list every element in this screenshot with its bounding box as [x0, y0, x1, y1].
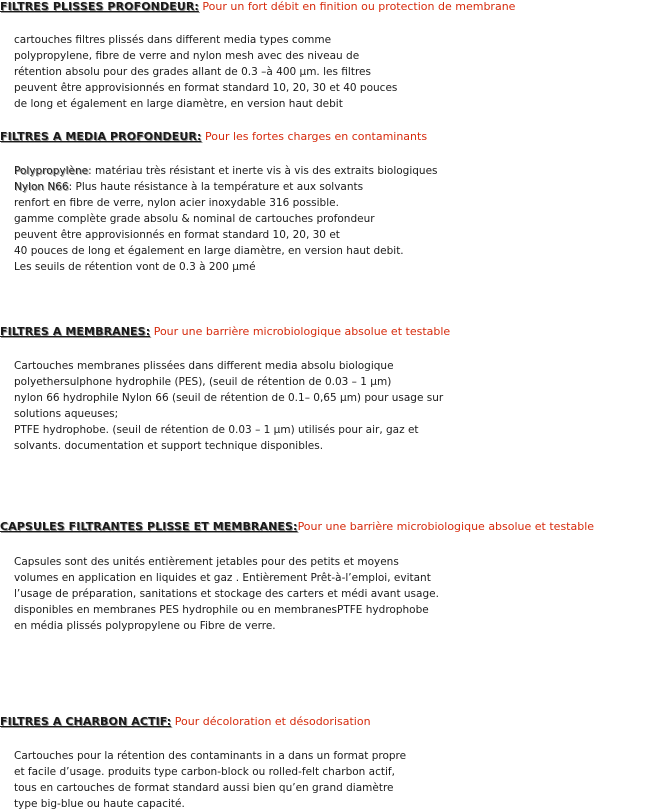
text-line: cartouches filtres plissés dans different media types comme	[14, 34, 332, 46]
heading-title: FILTRES A MEMBRANES:	[0, 325, 151, 338]
heading-filtres-media	[0, 130, 427, 144]
heading-capsules	[0, 520, 594, 534]
text-line: nylon 66 hydrophile Nylon 66 (seuil de rétention de 0.1– 0,65 µm) pour usage sur	[14, 392, 444, 404]
term-description: : matériau très résistant et inerte vis à vis des extraits biologiques	[88, 165, 438, 177]
term-description: : Plus haute résistance à la température et aux solvants	[68, 181, 364, 193]
text-line: volumes en application en liquides et gaz . Entièrement Prêt-à-l’emploi, evitant	[14, 572, 431, 584]
text-line: renfort en fibre de verre, nylon acier inoxydable 316 possible.	[14, 197, 339, 209]
heading-title: FILTRES A CHARBON ACTIF:	[0, 715, 172, 728]
section-body	[14, 32, 397, 112]
text-line: Cartouches membranes plissées dans different media absolu biologique	[14, 360, 394, 372]
text-line: Cartouches pour la rétention des contaminants in a dans un format propre	[14, 750, 407, 762]
heading-filtres-membranes	[0, 325, 450, 339]
section-body	[14, 748, 406, 812]
section-body	[14, 163, 438, 275]
heading-tagline: Pour les fortes charges en contaminants	[201, 130, 428, 143]
text-line: l’usage de préparation, sanitations et stockage des carters et médi avant usage.	[14, 588, 439, 600]
text-line: rétention absolu pour des grades allant de 0.3 –à 400 µm. les filtres	[14, 66, 371, 78]
text-line: tous en cartouches de format standard aussi bien qu’en grand diamètre	[14, 782, 394, 794]
heading-tagline: Pour une barrière microbiologique absolue et testable	[297, 520, 595, 533]
text-line: disponibles en membranes PES hydrophile ou en membranesPTFE hydrophobe	[14, 604, 429, 616]
heading-filtres-plisses	[0, 0, 515, 14]
text-line: peuvent être approvisionnés en format standard 10, 20, 30 et 40 pouces	[14, 82, 398, 94]
heading-tagline: Pour une barrière microbiologique absolue et testable	[150, 325, 451, 338]
heading-tagline: Pour un fort débit en finition ou protection de membrane	[198, 0, 516, 13]
text-line: gamme complète grade absolu & nominal de cartouches profondeur	[14, 213, 375, 225]
term-label: Polypropylène	[14, 165, 89, 177]
heading-title: FILTRES A MEDIA PROFONDEUR:	[0, 130, 202, 143]
text-line: solutions aqueuses;	[14, 408, 119, 420]
text-line: PTFE hydrophobe. (seuil de rétention de 0.03 – 1 µm) utilisés pour air, gaz et	[14, 424, 419, 436]
text-line: polypropylene, fibre de verre and nylon mesh avec des niveau de	[14, 50, 360, 62]
text-line: solvants. documentation et support technique disponibles.	[14, 440, 324, 452]
text-line: et facile d’usage. produits type carbon-block ou rolled-felt charbon actif,	[14, 766, 395, 778]
section-body	[14, 358, 443, 454]
text-line: 40 pouces de long et également en large diamètre, en version haut debit.	[14, 245, 404, 257]
text-line: Capsules sont des unités entièrement jetables pour des petits et moyens	[14, 556, 399, 568]
heading-tagline: Pour décoloration et désodorisation	[171, 715, 371, 728]
term-label: Nylon N66	[14, 181, 69, 193]
text-line: Les seuils de rétention vont de 0.3 à 200 µmé	[14, 261, 256, 273]
section-body	[14, 554, 439, 634]
heading-charbon-actif	[0, 715, 371, 729]
heading-title: FILTRES PLISSES PROFONDEUR:	[0, 0, 199, 13]
heading-title: CAPSULES FILTRANTES PLISSE ET MEMBRANES:	[0, 520, 298, 533]
text-line: type big-blue ou haute capacité.	[14, 798, 185, 810]
text-line	[14, 179, 438, 195]
text-line: peuvent être approvisionnés en format standard 10, 20, 30 et	[14, 229, 340, 241]
text-line	[14, 163, 438, 179]
text-line: polyethersulphone hydrophile (PES), (seuil de rétention de 0.03 – 1 µm)	[14, 376, 392, 388]
text-line: en média plissés polypropylene ou Fibre de verre.	[14, 620, 276, 632]
text-line: de long et également en large diamètre, en version haut debit	[14, 98, 343, 110]
